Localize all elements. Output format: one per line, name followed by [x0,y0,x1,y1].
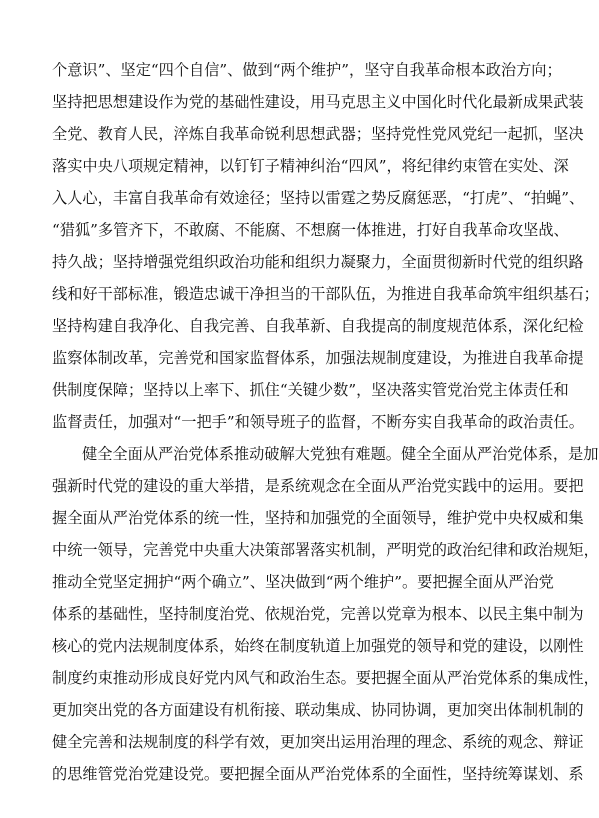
paragraph-line: 体系的基础性，坚持制度治党、依规治党，完善以党章为根本、以民主集中制为 [52,605,584,623]
paragraph-line: “猎狐”多管齐下，不敢腐、不能腐、不想腐一体推进，打好自我革命攻坚战、 [52,221,569,239]
paragraph-line: 核心的党内法规制度体系，始终在制度轨道上加强党的领导和党的建设，以刚性 [52,637,584,655]
paragraph-line: 的思维管党治党建设党。要把握全面从严治党体系的全面性，坚持统筹谋划、系 [52,765,584,783]
paragraph-line: 中统一领导，完善党中央重大决策部署落实机制，严明党的政治纪律和政治规矩， [52,541,599,559]
paragraph-line: 落实中央八项规定精神，以钉钉子精神纠治“四风”，将纪律约束管在实处、深 [52,157,569,175]
paragraph-first-line: 健全全面从严治党体系推动破解大党独有难题。健全全面从严治党体系，是加 [82,445,599,463]
paragraph-line: 全党、教育人民，淬炼自我革命锐利思想武器；坚持党性党风党纪一起抓，坚决 [52,125,584,143]
paragraph-line: 制度约束推动形成良好党内风气和政治生态。要把握全面从严治党体系的集成性， [52,669,599,687]
paragraph-line: 入人心，丰富自我革命有效途径；坚持以雷霆之势反腐惩恶，“打虎”、“拍蝇”、 [52,189,585,207]
paragraph-line: 线和好干部标准，锻造忠诚干净担当的干部队伍，为推进自我革命筑牢组织基石； [52,285,599,303]
paragraph-line: 个意识”、坚定“四个自信”、做到“两个维护”，坚守自我革命根本政治方向； [52,61,562,79]
paragraph-line: 供制度保障；坚持以上率下、抓住“关键少数”，坚决落实管党治党主体责任和 [52,381,569,399]
paragraph-line: 坚持构建自我净化、自我完善、自我革新、自我提高的制度规范体系，深化纪检 [52,317,584,335]
paragraph-line: 握全面从严治党体系的统一性，坚持和加强党的全面领导，维护党中央权威和集 [52,509,584,527]
paragraph-line: 监察体制改革，完善党和国家监督体系，加强法规制度建设，为推进自我革命提 [52,349,584,367]
paragraph-line: 推动全党坚定拥护“两个确立”、坚决做到“两个维护”。要把握全面从严治党 [52,573,554,591]
paragraph-line: 更加突出党的各方面建设有机衔接、联动集成、协同协调，更加突出体制机制的 [52,701,584,719]
paragraph-line: 健全完善和法规制度的科学有效，更加突出运用治理的理念、系统的观念、辩证 [52,733,584,751]
paragraph-line: 持久战；坚持增强党组织政治功能和组织力凝聚力，全面贯彻新时代党的组织路 [52,253,584,271]
paragraph-line: 坚持把思想建设作为党的基础性建设，用马克思主义中国化时代化最新成果武装 [52,93,584,111]
paragraph-line: 监督责任，加强对“一把手”和领导班子的监督，不断夯实自我革命的政治责任。 [52,413,584,431]
paragraph-line: 强新时代党的建设的重大举措，是系统观念在全面从严治党实践中的运用。要把 [52,477,584,495]
